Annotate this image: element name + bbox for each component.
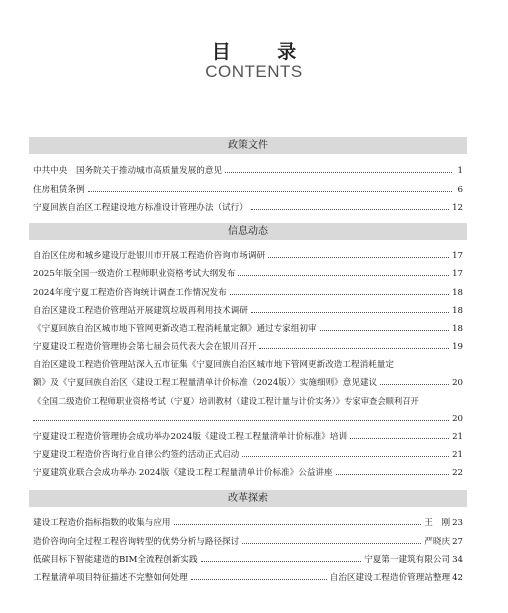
entry-page: 22 (452, 468, 463, 478)
leader-dots (33, 420, 449, 421)
entry-page: 20 (452, 378, 463, 388)
toc-entry[interactable] (33, 571, 463, 585)
entry-page: 21 (452, 450, 463, 460)
leader-dots (238, 275, 449, 276)
entry-author: 宁夏第一建筑有限公司 (364, 555, 451, 565)
leader-dots (242, 543, 421, 544)
entry-page: 17 (452, 269, 463, 279)
toc-entry[interactable] (33, 164, 463, 178)
entry-author: 王 刚 (424, 518, 451, 528)
leader-dots (320, 330, 449, 331)
leader-dots (174, 524, 422, 525)
entry-title: 自治区住房和城乡建设厅赴银川市开展工程造价咨询市场调研 (33, 251, 266, 261)
toc-entry[interactable] (33, 376, 463, 390)
entry-page: 12 (452, 203, 463, 213)
leader-dots (380, 384, 449, 385)
leader-dots (191, 579, 327, 580)
entry-author: 自治区建设工程造价管理站整理 (329, 573, 451, 583)
section-header-reform: 改革探索 (29, 490, 467, 507)
entry-title: 额》及《宁夏回族自治区〈建设工程工程量清单计价标准（2024版）〉实施细则》意见建议 (33, 378, 378, 388)
entry-title: 建设工程造价指标指数的收集与应用 (33, 518, 171, 528)
entry-title: 工程量清单项目特征描述不完整如何处理 (33, 573, 188, 583)
entry-page: 6 (457, 185, 463, 195)
leader-dots (230, 294, 449, 295)
entry-title: 自治区建设工程造价管理站开展建筑垃圾再利用技术调研 (33, 306, 248, 316)
toc-entry[interactable] (33, 553, 463, 567)
toc-entry[interactable] (33, 286, 463, 300)
entry-page: 21 (452, 432, 463, 442)
toc-entry[interactable] (33, 466, 463, 480)
toc-entry[interactable] (33, 183, 463, 197)
entry-title: 宁夏建设工程造价咨询行业自律公约签约活动正式启动 (33, 450, 240, 460)
entry-title: 宁夏建设工程造价管理协会成功举办2024版《建设工程工程量清单计价标准》培训 (33, 432, 348, 442)
entry-page: 18 (452, 306, 463, 316)
entry-author: 严晓庆 (424, 537, 451, 547)
toc-entry[interactable] (33, 322, 463, 336)
entry-title: 低碳目标下智能建造的BIM全流程创新实践 (33, 555, 198, 565)
entry-title: 宁夏建筑业联合会成功举办 2024版《建设工程工程量清单计价标准》公益讲座 (33, 468, 333, 478)
toc-entry[interactable] (33, 340, 463, 354)
entry-title: 造价咨询向全过程工程咨询转型的优势分析与路径探讨 (33, 537, 240, 547)
toc-entry[interactable] (33, 267, 463, 281)
toc-entry[interactable] (33, 201, 463, 215)
toc-entry[interactable] (33, 448, 463, 462)
leader-dots (242, 456, 449, 457)
page-subtitle: CONTENTS (205, 62, 303, 81)
leader-dots (201, 561, 362, 562)
page-title: 目 录 (211, 41, 317, 63)
section-header-news: 信息动态 (29, 223, 467, 240)
entry-page: 17 (452, 251, 463, 261)
section-header-policy: 政策文件 (29, 137, 467, 154)
entry-page: 27 (452, 537, 463, 547)
entry-title-line[interactable]: 自治区建设工程造价管理站深入五市征集《宁夏回族自治区城市地下管网更新改造工程消耗量定 (33, 360, 394, 370)
entry-title: 住房租赁条例 (33, 185, 85, 195)
leader-dots (251, 209, 449, 210)
entry-page: 42 (452, 573, 463, 583)
toc-entry[interactable] (33, 249, 463, 263)
leader-dots (251, 312, 449, 313)
leader-dots (88, 191, 452, 192)
toc-entry[interactable] (33, 304, 463, 318)
entry-title: 中共中央 国务院关于推动城市高质量发展的意见 (33, 166, 223, 176)
entry-page: 18 (452, 324, 463, 334)
entry-title: 2024年度宁夏工程造价咨询统计调查工作情况发布 (33, 288, 227, 298)
toc-entry[interactable] (33, 430, 463, 444)
toc-entry[interactable] (33, 516, 463, 530)
entry-page: 23 (452, 518, 463, 528)
leader-dots (259, 348, 449, 349)
toc-entry[interactable] (33, 535, 463, 549)
leader-dots (225, 172, 452, 173)
entry-title-line[interactable]: 《全国二级造价工程师职业资格考试（宁夏）培训教材（建设工程计量与计价实务）》专家审查会顺利召开 (33, 396, 419, 406)
leader-dots (268, 257, 449, 258)
leader-dots (336, 474, 449, 475)
entry-title: 宁夏回族自治区工程建设地方标准设计管理办法（试行） (33, 203, 248, 213)
entry-page: 20 (452, 414, 463, 424)
entry-title: 《宁夏回族自治区城市地下管网更新改造工程消耗量定额》通过专家组初审 (33, 324, 317, 334)
entry-title: 2025年版全国一级造价工程师职业资格考试大纲发布 (33, 269, 236, 279)
entry-title: 宁夏建设工程造价管理协会第七届会员代表大会在银川召开 (33, 342, 257, 352)
entry-page: 34 (452, 555, 463, 565)
leader-dots (350, 438, 449, 439)
entry-page: 18 (452, 288, 463, 298)
toc-entry[interactable] (33, 412, 463, 426)
entry-page: 19 (452, 342, 463, 352)
entry-page: 1 (457, 166, 463, 176)
